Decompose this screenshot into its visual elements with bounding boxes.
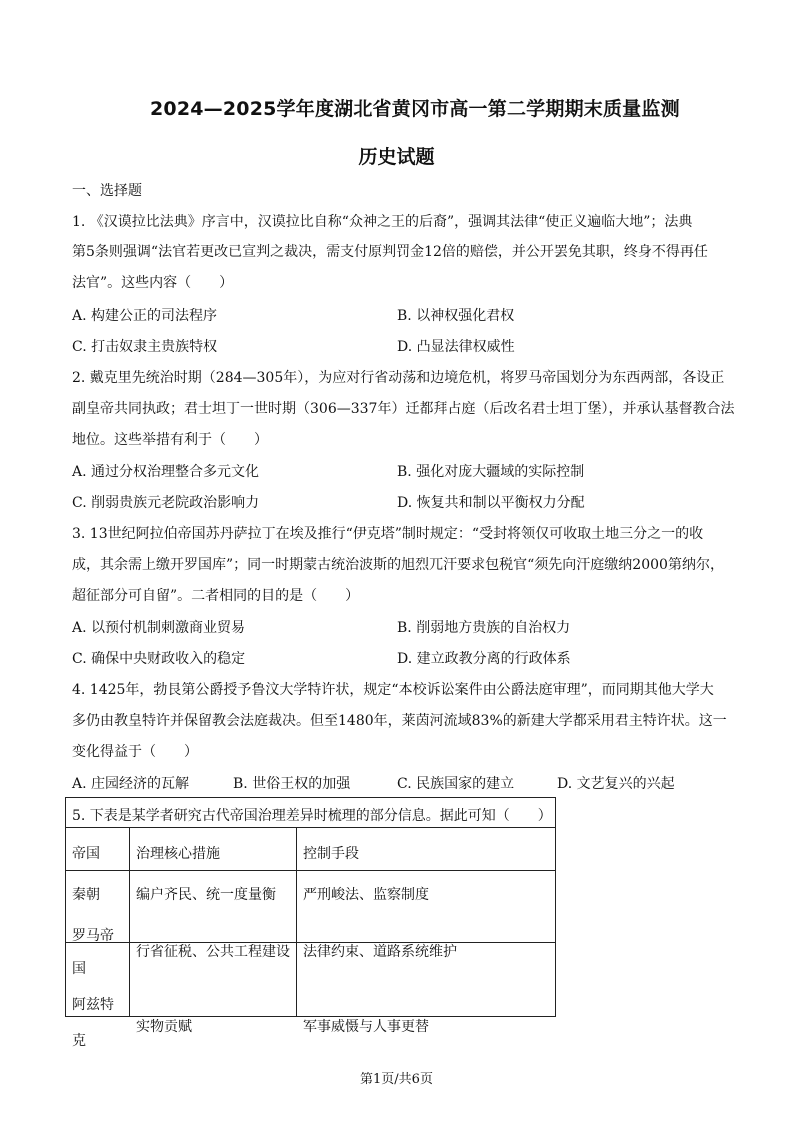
section-heading: 一、选择题 [72,183,142,199]
table-cell: 罗马帝 [72,928,114,944]
table-rule [65,870,556,871]
table-rule [65,797,66,1017]
question-3-option-d[interactable]: D. 建立政教分离的行政体系 [397,651,571,667]
question-4-line-1: 4. 1425年，勃艮第公爵授予鲁汶大学特许状，规定“本校诉讼案件由公爵法庭审理”，而同期其他大学大 [72,682,714,698]
table-cell: 行省征税、公共工程建设 [136,944,290,960]
table-header-measures: 治理核心措施 [136,846,220,862]
question-3-line-2: 成，其余需上缴开罗国库”；同一时期蒙古统治波斯的旭烈兀汗要求包税官“须先向汗庭缴纳2000第纳尔， [72,557,724,573]
question-5-stem: 5. 下表是某学者研究古代帝国治理差异时梳理的部分信息。据此可知（ ） [72,805,554,825]
exam-title: 2024—2025学年度湖北省黄冈市高一第二学期期末质量监测 [150,98,680,120]
question-4-line-3: 变化得益于（ ） [72,744,198,760]
question-2-option-a[interactable]: A. 通过分权治理整合多元文化 [72,464,260,480]
table-cell: 军事威慑与人事更替 [303,1019,429,1035]
question-2-line-3: 地位。这些举措有利于（ ） [72,432,268,448]
table-cell: 严刑峻法、监察制度 [303,887,429,903]
question-1-option-c[interactable]: C. 打击奴隶主贵族特权 [72,339,218,355]
question-3-option-c[interactable]: C. 确保中央财政收入的稳定 [72,651,246,667]
table-cell: 实物贡赋 [136,1019,192,1035]
question-1-line-1: 1. 《汉谟拉比法典》序言中，汉谟拉比自称“众神之王的后裔”，强调其法律“使正义遍临大地”；法典 [72,214,693,230]
table-cell: 编户齐民、统一度量衡 [136,887,276,903]
question-4-line-2: 多仍由教皇特许并保留教会法庭裁决。但至1480年，莱茵河流域83%的新建大学都采用君主特许状。这一 [72,713,727,729]
question-4-option-b[interactable]: B. 世俗王权的加强 [233,776,351,792]
table-cell: 秦朝 [72,887,100,903]
question-2-line-1: 2. 戴克里先统治时期（284—305年），为应对行省动荡和边境危机，将罗马帝国划分为东西两部，各设正 [72,370,725,386]
question-2-option-c[interactable]: C. 削弱贵族元老院政治影响力 [72,495,260,511]
table-rule [65,827,556,828]
table-cell: 国 [72,961,86,977]
question-4-option-a[interactable]: A. 庄园经济的瓦解 [72,776,190,792]
question-3-option-a[interactable]: A. 以预付机制刺激商业贸易 [72,620,246,636]
question-3-line-1: 3. 13世纪阿拉伯帝国苏丹萨拉丁在埃及推行“伊克塔”制时规定：“受封将领仅可收取土地三分之一的收 [72,526,704,542]
page-footer: 第1页/共6页 [360,1072,433,1087]
table-cell: 阿兹特 [72,997,114,1013]
table-rule [65,797,556,798]
table-cell: 克 [72,1033,86,1049]
question-4-option-d[interactable]: D. 文艺复兴的兴起 [557,776,675,792]
question-2-line-2: 副皇帝共同执政；君士坦丁一世时期（306—337年）迁都拜占庭（后改名君士坦丁堡），并承认基督教合法 [72,401,735,417]
question-3-line-3: 超征部分可自留”。二者相同的目的是（ ） [72,588,360,604]
exam-subtitle: 历史试题 [358,146,435,168]
table-rule [129,827,130,1017]
table-rule [296,827,297,1017]
question-3-option-b[interactable]: B. 削弱地方贵族的自治权力 [397,620,571,636]
table-rule [555,797,556,1017]
question-1-option-a[interactable]: A. 构建公正的司法程序 [72,308,218,324]
table-cell: 法律约束、道路系统维护 [303,944,457,960]
question-1-option-d[interactable]: D. 凸显法律权威性 [397,339,515,355]
question-1-line-3: 法官”。这些内容（ ） [72,275,234,291]
table-header-empire: 帝国 [72,846,100,862]
question-2-option-d[interactable]: D. 恢复共和制以平衡权力分配 [397,495,585,511]
question-1-option-b[interactable]: B. 以神权强化君权 [397,308,515,324]
question-2-option-b[interactable]: B. 强化对庞大疆域的实际控制 [397,464,585,480]
question-1-line-2: 第5条则强调“法官若更改已宣判之裁决，需支付原判罚金12倍的赔偿，并公开罢免其职，终身不得再任 [72,244,708,260]
question-4-option-c[interactable]: C. 民族国家的建立 [397,776,515,792]
table-header-control: 控制手段 [303,846,359,862]
